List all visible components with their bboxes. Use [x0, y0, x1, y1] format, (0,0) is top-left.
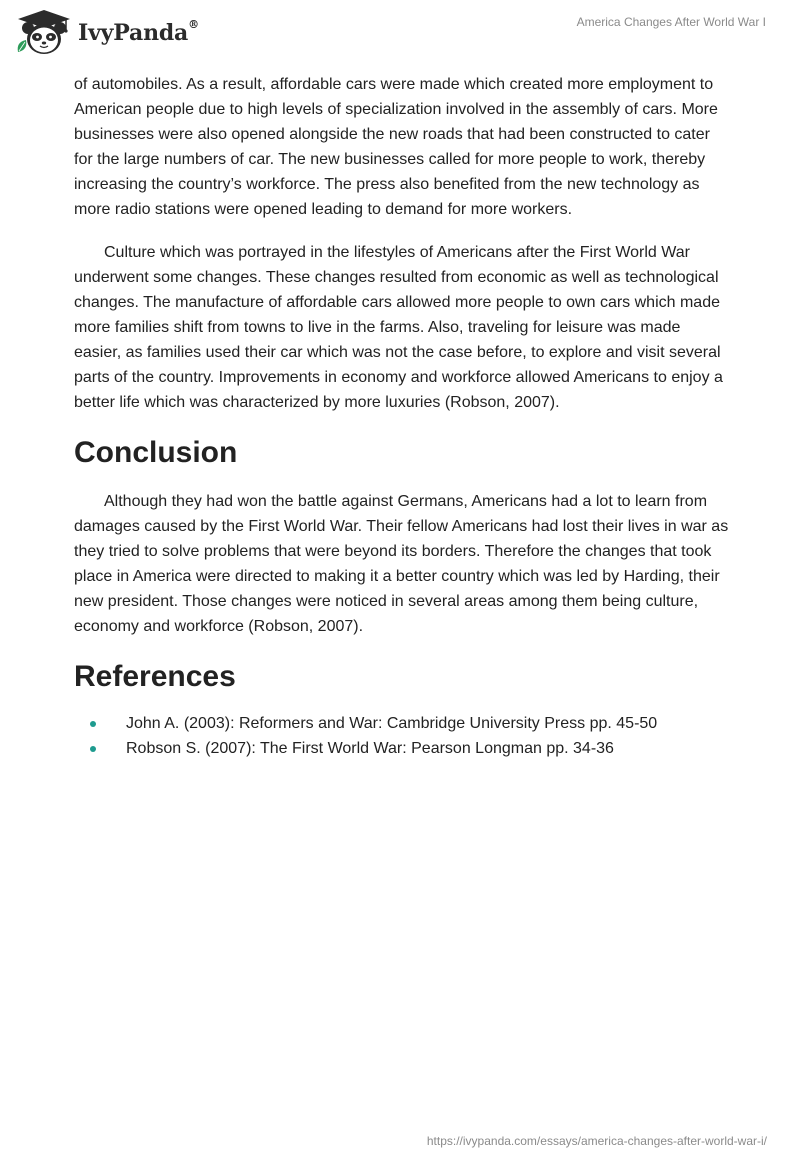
source-url-link[interactable]: https://ivypanda.com/essays/america-changes-after-world-war-i/ — [426, 1134, 767, 1148]
references-list — [74, 711, 730, 761]
references-heading: References — [74, 660, 236, 693]
page-header — [0, 0, 800, 70]
reference-item — [74, 736, 730, 761]
bullet-dot-icon — [90, 746, 96, 752]
brand-text: IvyPanda — [78, 20, 189, 46]
brand-name[interactable] — [78, 17, 199, 46]
conclusion-paragraph: Although they had won the battle against Germans, Americans had a lot to learn from damages caused by the First World War. Their fellow Americans had lost their lives in war as they tried to solve problems that were beyond its borders. Therefore the changes that took place in America were directed to making it a better country which was led by Harding, their new president. Those changes were noticed in several areas among them being culture, economy and workforce (Robson, 2007). — [74, 493, 729, 635]
conclusion-heading: Conclusion — [74, 436, 238, 469]
reference-item — [74, 711, 730, 736]
body-paragraph-2: Culture which was portrayed in the lifestyles of Americans after the First World War underwent some changes. These changes resulted from economic as well as technological changes. The manufacture of affordable cars allowed more people to own cars which made more families shift from towns to live in the farms. Also, traveling for leisure was made easier, as families used their car which was not the case before, to explore and visit several parts of the country. Improvements in economy and workforce allowed Americans to enjoy a better life which was characterized by more luxuries (Robson, 2007). — [74, 244, 723, 411]
body-paragraph-1: of automobiles. As a result, affordable cars were made which created more employment to American people due to high levels of specialization involved in the assembly of cars. More businesses were also opened alongside the new roads that had been constructed to cater for the large numbers of car. The new businesses called for more people to work, thereby increasing the country’s workforce. The press also benefited from the new technology as more radio stations were opened leading to demand for more workers. — [74, 76, 718, 218]
article-body — [74, 72, 730, 761]
bullet-dot-icon — [90, 721, 96, 727]
reference-text: John A. (2003): Reformers and War: Cambridge University Press pp. 45-50 — [126, 715, 658, 732]
registered-mark: ® — [188, 17, 199, 31]
reference-text: Robson S. (2007): The First World War: Pearson Longman pp. 34-36 — [126, 740, 614, 757]
panda-graduation-cap-icon — [14, 8, 74, 58]
document-title: America Changes After World War I — [576, 15, 766, 29]
